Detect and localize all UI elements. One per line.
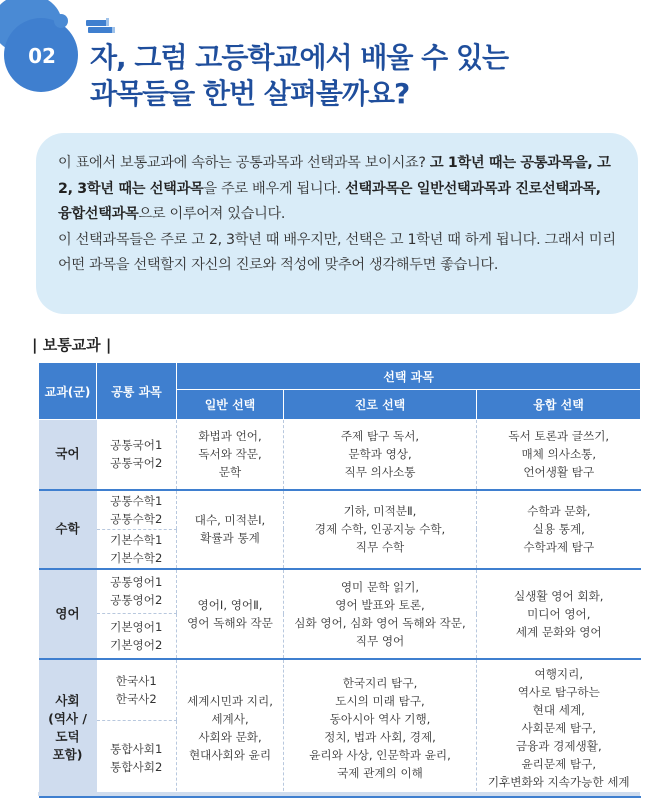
badge-dot xyxy=(54,14,68,28)
fusion-elective-cell: 수학과 문화, 실용 통계, 수학과제 탐구 xyxy=(477,490,641,569)
header-general: 일반 선택 xyxy=(177,390,284,420)
table-bottom-edge xyxy=(38,792,640,796)
table-row xyxy=(39,420,641,490)
common-subject-cell: 한국사1 한국사2 xyxy=(97,659,177,721)
career-elective-cell: 주제 탐구 독서, 문학과 영상, 직무 의사소통 xyxy=(284,420,477,490)
fusion-elective-cell: 독서 토론과 글쓰기, 매체 의사소통, 언어생활 탐구 xyxy=(477,420,641,490)
common-subject-cell: 공통영어1 공통영어2 xyxy=(97,569,177,614)
title-line: 자, 그럼 고등학교에서 배울 수 있는 xyxy=(90,41,509,74)
intro-emphasis: 선택과목은 일반선택과목과 진로선택과목, 융합선택과목 xyxy=(58,180,601,222)
table-row xyxy=(39,659,641,721)
table-row xyxy=(39,569,641,614)
general-elective-cell: 세계시민과 지리, 세계사, 사회와 문화, 현대사회와 윤리 xyxy=(177,659,284,797)
header-elective: 선택 과목 xyxy=(177,363,641,390)
page-title xyxy=(90,40,508,112)
subject-group-cell: 영어 xyxy=(39,569,97,659)
badge-number: 02 xyxy=(28,44,56,68)
career-elective-cell: 영미 문학 읽기, 영어 발표와 토론, 심화 영어, 심화 영어 독해와 작문, 직무 영어 xyxy=(284,569,477,659)
subject-group-cell: 수학 xyxy=(39,490,97,569)
title-line: 과목들을 한번 살펴볼까요? xyxy=(90,77,410,110)
header-fusion: 융합 선택 xyxy=(477,390,641,420)
subject-group-cell: 사회 (역사 / 도덕 포함) xyxy=(39,659,97,797)
header-career: 진로 선택 xyxy=(284,390,477,420)
career-elective-cell: 기하, 미적분Ⅱ, 경제 수학, 인공지능 수학, 직무 수학 xyxy=(284,490,477,569)
section-badge xyxy=(0,0,90,100)
intro-box xyxy=(36,133,638,314)
intro-text: 이 표에서 보통교과에 속하는 공통과목과 선택과목 보이시죠? xyxy=(58,155,430,171)
table-row xyxy=(39,490,641,530)
common-subject-cell: 공통수학1 공통수학2 xyxy=(97,490,177,530)
fusion-elective-cell: 실생활 영어 회화, 미디어 영어, 세계 문화와 영어 xyxy=(477,569,641,659)
header-subject-group: 교과(군) xyxy=(39,363,97,420)
intro-emphasis: 고 1학년 때는 공통과목을, 고 2, 3학년 때는 선택과목 xyxy=(58,155,611,197)
common-subject-cell: 기본수학1 기본수학2 xyxy=(97,529,177,569)
intro-text: 으로 이루어져 있습니다. xyxy=(138,206,286,222)
intro-text: 이 선택과목들은 주로 고 2, 3학년 때 배우지만, 선택은 고 1학년 때 하게 됩니다. 그래서 미리 어떤 과목을 선택할지 자신의 진로와 적성에 맞추어 생각해두면 좋습니다. xyxy=(58,231,616,273)
common-subject-cell: 공통국어1 공통국어2 xyxy=(97,420,177,490)
general-elective-cell: 화법과 언어, 독서와 작문, 문학 xyxy=(177,420,284,490)
career-elective-cell: 한국지리 탐구, 도시의 미래 탐구, 동아시아 역사 기행, 정치, 법과 사회, 경제, 윤리와 사상, 인문학과 윤리, 국제 관계의 이해 xyxy=(284,659,477,797)
books-icon xyxy=(86,18,120,34)
general-elective-cell: 대수, 미적분Ⅰ, 확률과 통계 xyxy=(177,490,284,569)
intro-text: 을 주로 배우게 됩니다. xyxy=(203,180,346,197)
section-label: | 보통교과 | xyxy=(32,336,112,354)
common-subject-cell: 기본영어1 기본영어2 xyxy=(97,614,177,659)
general-elective-cell: 영어Ⅰ, 영어Ⅱ, 영어 독해와 작문 xyxy=(177,569,284,659)
curriculum-table xyxy=(38,362,641,798)
header-common: 공통 과목 xyxy=(97,363,177,420)
common-subject-cell: 통합사회1 통합사회2 xyxy=(97,721,177,797)
fusion-elective-cell: 여행지리, 역사로 탐구하는 현대 세계, 사회문제 탐구, 금융과 경제생활, 윤리문제 탐구, 기후변화와 지속가능한 세계 xyxy=(477,659,641,797)
subject-group-cell: 국어 xyxy=(39,420,97,490)
